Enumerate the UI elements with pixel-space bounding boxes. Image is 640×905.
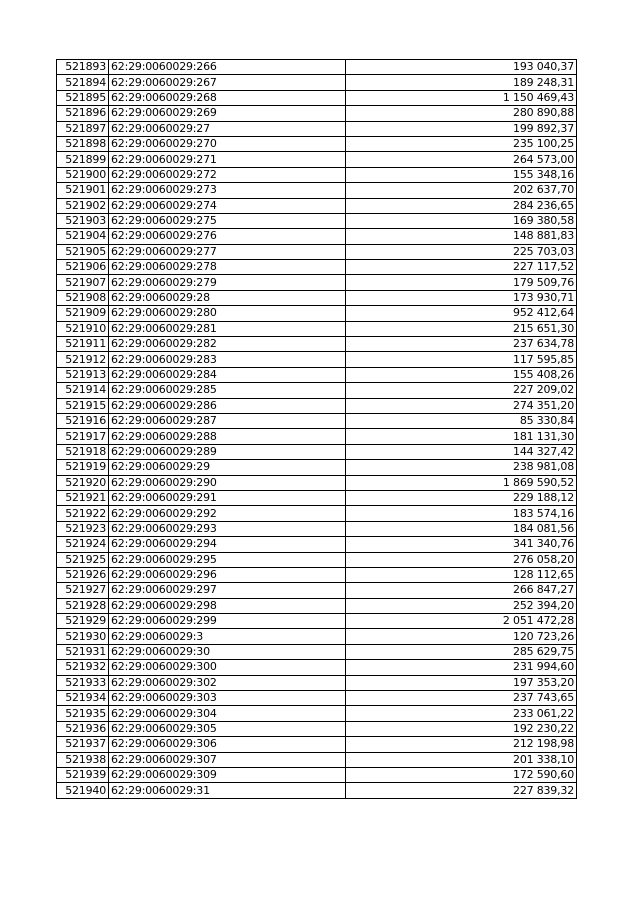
cadastral-value-cell: 144 327,42	[346, 444, 577, 459]
cadastral-number-cell: 62:29:0060029:277	[109, 244, 346, 259]
cadastral-number-cell: 62:29:0060029:27	[109, 121, 346, 136]
cadastral-value-cell: 227 209,02	[346, 383, 577, 398]
row-id-cell: 521930	[57, 629, 109, 644]
row-id-cell: 521937	[57, 737, 109, 752]
cadastral-value-cell: 237 634,78	[346, 337, 577, 352]
table-row	[57, 213, 577, 228]
cadastral-value-cell: 193 040,37	[346, 60, 577, 75]
table-row	[57, 767, 577, 782]
cadastral-number-cell: 62:29:0060029:307	[109, 752, 346, 767]
table-row	[57, 429, 577, 444]
row-id-cell: 521906	[57, 260, 109, 275]
row-id-cell: 521897	[57, 121, 109, 136]
table-row	[57, 475, 577, 490]
cadastral-value-cell: 148 881,83	[346, 229, 577, 244]
row-id-cell: 521923	[57, 521, 109, 536]
cadastral-value-cell: 252 394,20	[346, 598, 577, 613]
cadastral-value-cell: 264 573,00	[346, 152, 577, 167]
row-id-cell: 521915	[57, 398, 109, 413]
row-id-cell: 521934	[57, 691, 109, 706]
cadastral-number-cell: 62:29:0060029:283	[109, 352, 346, 367]
table-row	[57, 675, 577, 690]
row-id-cell: 521928	[57, 598, 109, 613]
table-row	[57, 152, 577, 167]
row-id-cell: 521926	[57, 567, 109, 582]
table-row	[57, 198, 577, 213]
cadastral-number-cell: 62:29:0060029:274	[109, 198, 346, 213]
table-row	[57, 167, 577, 182]
row-id-cell: 521917	[57, 429, 109, 444]
cadastral-number-cell: 62:29:0060029:298	[109, 598, 346, 613]
cadastral-number-cell: 62:29:0060029:284	[109, 367, 346, 382]
cadastral-number-cell: 62:29:0060029:286	[109, 398, 346, 413]
row-id-cell: 521939	[57, 767, 109, 782]
table-row	[57, 691, 577, 706]
row-id-cell: 521922	[57, 506, 109, 521]
row-id-cell: 521902	[57, 198, 109, 213]
cadastral-number-cell: 62:29:0060029:288	[109, 429, 346, 444]
cadastral-value-cell: 184 081,56	[346, 521, 577, 536]
table-row	[57, 490, 577, 505]
table-row	[57, 567, 577, 582]
table-row	[57, 136, 577, 151]
table-row	[57, 90, 577, 105]
cadastral-value-cell: 231 994,60	[346, 660, 577, 675]
table-row	[57, 752, 577, 767]
row-id-cell: 521932	[57, 660, 109, 675]
table-row	[57, 721, 577, 736]
cadastral-number-cell: 62:29:0060029:297	[109, 583, 346, 598]
table-row	[57, 106, 577, 121]
row-id-cell: 521893	[57, 60, 109, 75]
cadastral-value-cell: 173 930,71	[346, 290, 577, 305]
cadastral-number-cell: 62:29:0060029:290	[109, 475, 346, 490]
cadastral-number-cell: 62:29:0060029:302	[109, 675, 346, 690]
table-row	[57, 660, 577, 675]
cadastral-number-cell: 62:29:0060029:299	[109, 614, 346, 629]
row-id-cell: 521904	[57, 229, 109, 244]
cadastral-value-cell: 201 338,10	[346, 752, 577, 767]
table-row	[57, 614, 577, 629]
row-id-cell: 521903	[57, 213, 109, 228]
table-row	[57, 506, 577, 521]
cadastral-number-cell: 62:29:0060029:267	[109, 75, 346, 90]
row-id-cell: 521912	[57, 352, 109, 367]
row-id-cell: 521927	[57, 583, 109, 598]
table-body	[57, 60, 577, 799]
cadastral-value-cell: 274 351,20	[346, 398, 577, 413]
table-row	[57, 260, 577, 275]
table-row	[57, 60, 577, 75]
table-row	[57, 244, 577, 259]
row-id-cell: 521899	[57, 152, 109, 167]
table-row	[57, 537, 577, 552]
cadastral-value-table	[56, 59, 577, 799]
cadastral-value-cell: 266 847,27	[346, 583, 577, 598]
table-row	[57, 306, 577, 321]
table-row	[57, 398, 577, 413]
cadastral-value-cell: 155 348,16	[346, 167, 577, 182]
row-id-cell: 521894	[57, 75, 109, 90]
cadastral-value-cell: 2 051 472,28	[346, 614, 577, 629]
cadastral-number-cell: 62:29:0060029:29	[109, 460, 346, 475]
row-id-cell: 521909	[57, 306, 109, 321]
table-row	[57, 337, 577, 352]
cadastral-value-cell: 199 892,37	[346, 121, 577, 136]
cadastral-number-cell: 62:29:0060029:272	[109, 167, 346, 182]
row-id-cell: 521907	[57, 275, 109, 290]
cadastral-value-cell: 117 595,85	[346, 352, 577, 367]
cadastral-number-cell: 62:29:0060029:281	[109, 321, 346, 336]
table-row	[57, 629, 577, 644]
cadastral-number-cell: 62:29:0060029:266	[109, 60, 346, 75]
cadastral-value-cell: 128 112,65	[346, 567, 577, 582]
table-row	[57, 444, 577, 459]
row-id-cell: 521910	[57, 321, 109, 336]
cadastral-number-cell: 62:29:0060029:291	[109, 490, 346, 505]
row-id-cell: 521905	[57, 244, 109, 259]
table-row	[57, 644, 577, 659]
row-id-cell: 521940	[57, 783, 109, 798]
row-id-cell: 521925	[57, 552, 109, 567]
row-id-cell: 521935	[57, 706, 109, 721]
cadastral-value-cell: 237 743,65	[346, 691, 577, 706]
table-row	[57, 229, 577, 244]
cadastral-number-cell: 62:29:0060029:276	[109, 229, 346, 244]
row-id-cell: 521933	[57, 675, 109, 690]
table-row	[57, 737, 577, 752]
cadastral-value-cell: 227 839,32	[346, 783, 577, 798]
cadastral-number-cell: 62:29:0060029:273	[109, 183, 346, 198]
table-row	[57, 290, 577, 305]
row-id-cell: 521929	[57, 614, 109, 629]
cadastral-number-cell: 62:29:0060029:275	[109, 213, 346, 228]
row-id-cell: 521920	[57, 475, 109, 490]
cadastral-number-cell: 62:29:0060029:293	[109, 521, 346, 536]
table-row	[57, 383, 577, 398]
cadastral-value-cell: 225 703,03	[346, 244, 577, 259]
cadastral-value-cell: 215 651,30	[346, 321, 577, 336]
row-id-cell: 521919	[57, 460, 109, 475]
table-row	[57, 598, 577, 613]
table-row	[57, 583, 577, 598]
table-row	[57, 275, 577, 290]
row-id-cell: 521913	[57, 367, 109, 382]
cadastral-value-cell: 227 117,52	[346, 260, 577, 275]
cadastral-number-cell: 62:29:0060029:294	[109, 537, 346, 552]
table-row	[57, 321, 577, 336]
cadastral-value-cell: 169 380,58	[346, 213, 577, 228]
table-row	[57, 352, 577, 367]
row-id-cell: 521901	[57, 183, 109, 198]
cadastral-value-cell: 85 330,84	[346, 413, 577, 428]
cadastral-number-cell: 62:29:0060029:270	[109, 136, 346, 151]
row-id-cell: 521895	[57, 90, 109, 105]
cadastral-value-cell: 341 340,76	[346, 537, 577, 552]
table-row	[57, 521, 577, 536]
row-id-cell: 521918	[57, 444, 109, 459]
cadastral-number-cell: 62:29:0060029:3	[109, 629, 346, 644]
cadastral-number-cell: 62:29:0060029:309	[109, 767, 346, 782]
cadastral-value-cell: 155 408,26	[346, 367, 577, 382]
row-id-cell: 521931	[57, 644, 109, 659]
cadastral-value-cell: 1 869 590,52	[346, 475, 577, 490]
row-id-cell: 521898	[57, 136, 109, 151]
cadastral-number-cell: 62:29:0060029:295	[109, 552, 346, 567]
cadastral-value-cell: 952 412,64	[346, 306, 577, 321]
cadastral-number-cell: 62:29:0060029:269	[109, 106, 346, 121]
cadastral-value-cell: 233 061,22	[346, 706, 577, 721]
cadastral-number-cell: 62:29:0060029:296	[109, 567, 346, 582]
row-id-cell: 521900	[57, 167, 109, 182]
row-id-cell: 521914	[57, 383, 109, 398]
cadastral-number-cell: 62:29:0060029:305	[109, 721, 346, 736]
cadastral-number-cell: 62:29:0060029:282	[109, 337, 346, 352]
cadastral-number-cell: 62:29:0060029:271	[109, 152, 346, 167]
cadastral-value-cell: 284 236,65	[346, 198, 577, 213]
row-id-cell: 521916	[57, 413, 109, 428]
table-row	[57, 121, 577, 136]
cadastral-value-cell: 212 198,98	[346, 737, 577, 752]
cadastral-number-cell: 62:29:0060029:285	[109, 383, 346, 398]
cadastral-value-cell: 120 723,26	[346, 629, 577, 644]
cadastral-value-cell: 238 981,08	[346, 460, 577, 475]
cadastral-value-cell: 1 150 469,43	[346, 90, 577, 105]
cadastral-value-cell: 229 188,12	[346, 490, 577, 505]
row-id-cell: 521911	[57, 337, 109, 352]
row-id-cell: 521921	[57, 490, 109, 505]
cadastral-number-cell: 62:29:0060029:306	[109, 737, 346, 752]
cadastral-value-cell: 285 629,75	[346, 644, 577, 659]
table-row	[57, 783, 577, 798]
cadastral-value-cell: 276 058,20	[346, 552, 577, 567]
row-id-cell: 521938	[57, 752, 109, 767]
table-row	[57, 75, 577, 90]
table-row	[57, 706, 577, 721]
row-id-cell: 521924	[57, 537, 109, 552]
cadastral-number-cell: 62:29:0060029:30	[109, 644, 346, 659]
cadastral-value-cell: 183 574,16	[346, 506, 577, 521]
cadastral-number-cell: 62:29:0060029:287	[109, 413, 346, 428]
cadastral-number-cell: 62:29:0060029:292	[109, 506, 346, 521]
cadastral-value-cell: 179 509,76	[346, 275, 577, 290]
cadastral-value-cell: 197 353,20	[346, 675, 577, 690]
cadastral-number-cell: 62:29:0060029:268	[109, 90, 346, 105]
cadastral-value-cell: 181 131,30	[346, 429, 577, 444]
cadastral-number-cell: 62:29:0060029:303	[109, 691, 346, 706]
cadastral-number-cell: 62:29:0060029:300	[109, 660, 346, 675]
table-row	[57, 460, 577, 475]
cadastral-value-cell: 189 248,31	[346, 75, 577, 90]
table-row	[57, 183, 577, 198]
cadastral-number-cell: 62:29:0060029:279	[109, 275, 346, 290]
cadastral-value-cell: 235 100,25	[346, 136, 577, 151]
cadastral-value-cell: 202 637,70	[346, 183, 577, 198]
cadastral-number-cell: 62:29:0060029:28	[109, 290, 346, 305]
cadastral-number-cell: 62:29:0060029:31	[109, 783, 346, 798]
row-id-cell: 521936	[57, 721, 109, 736]
cadastral-number-cell: 62:29:0060029:280	[109, 306, 346, 321]
row-id-cell: 521908	[57, 290, 109, 305]
cadastral-value-cell: 280 890,88	[346, 106, 577, 121]
table-row	[57, 413, 577, 428]
table-row	[57, 367, 577, 382]
cadastral-number-cell: 62:29:0060029:304	[109, 706, 346, 721]
cadastral-value-cell: 192 230,22	[346, 721, 577, 736]
table-row	[57, 552, 577, 567]
cadastral-value-cell: 172 590,60	[346, 767, 577, 782]
cadastral-number-cell: 62:29:0060029:278	[109, 260, 346, 275]
row-id-cell: 521896	[57, 106, 109, 121]
cadastral-number-cell: 62:29:0060029:289	[109, 444, 346, 459]
